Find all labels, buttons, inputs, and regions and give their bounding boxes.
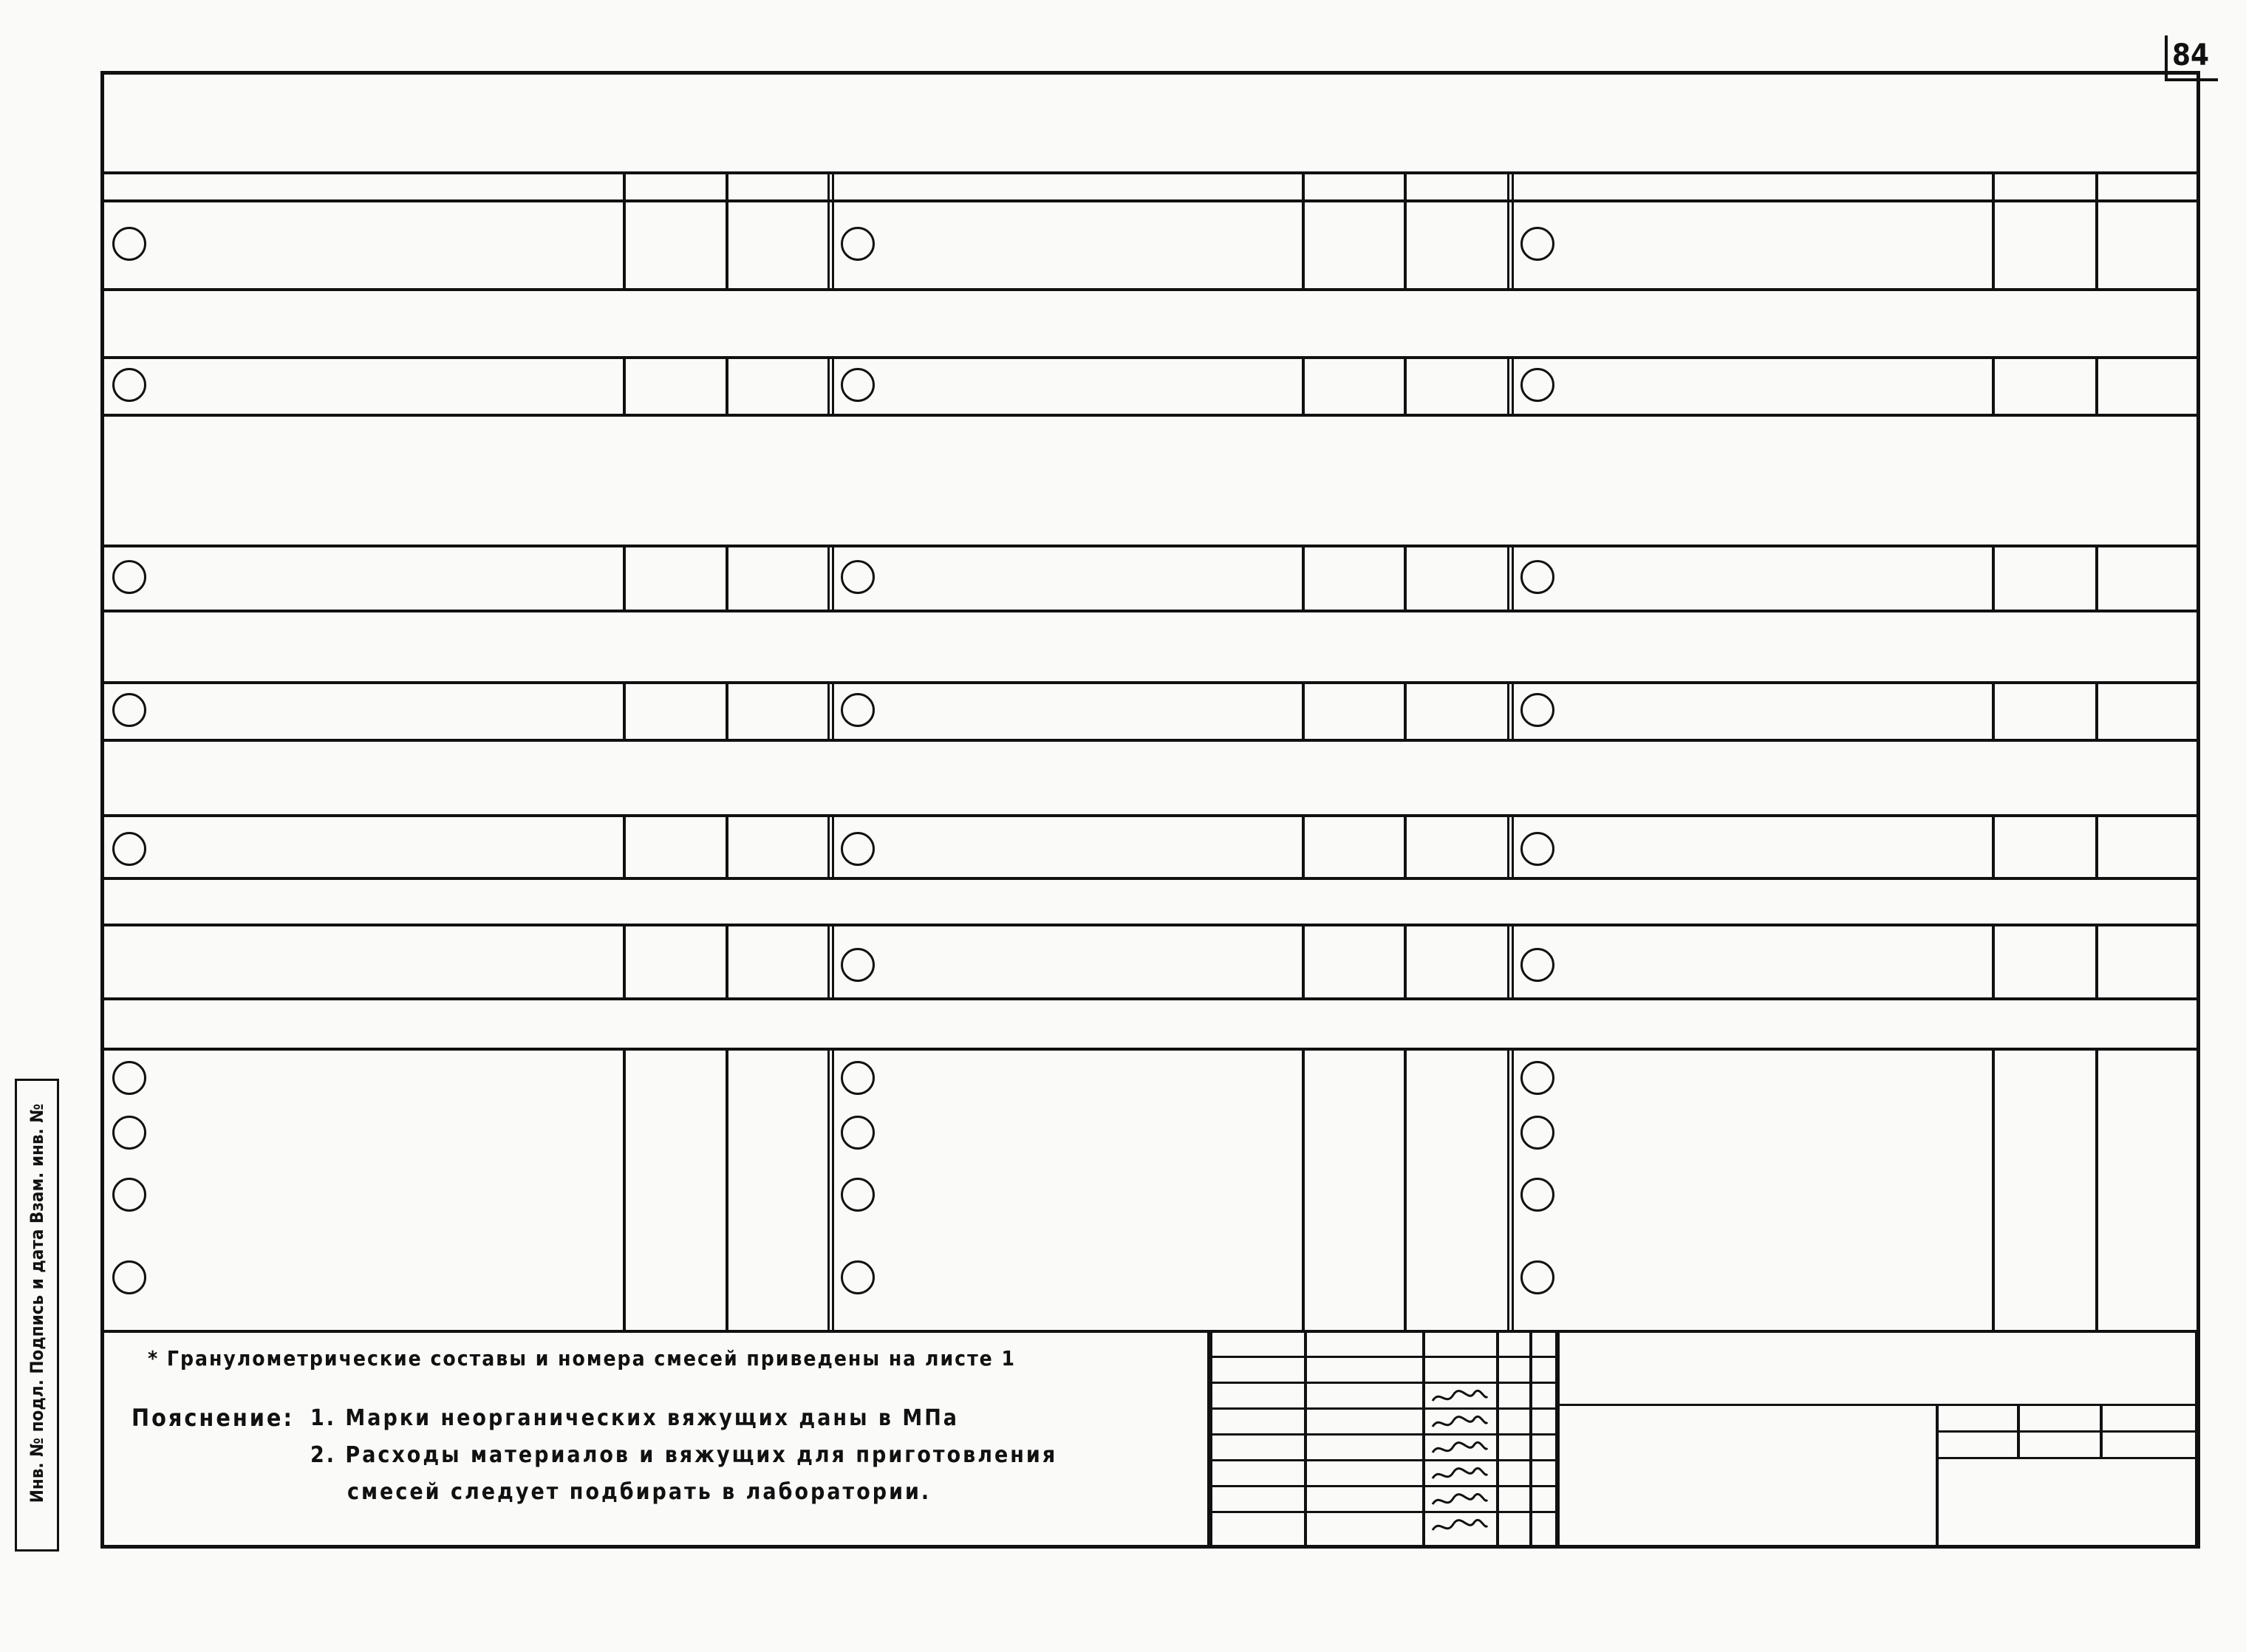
stamp-divider: [1210, 1356, 1557, 1358]
column-divider: [1992, 924, 1995, 997]
column-divider: [623, 545, 626, 610]
mix-number-badge: [112, 1061, 146, 1095]
row-divider: [103, 681, 2197, 684]
column-divider: [1302, 681, 1305, 739]
mix-number-badge: [841, 1260, 875, 1294]
mix-number-badge: [1520, 1061, 1554, 1095]
column-divider: [1302, 545, 1305, 610]
column-divider: [623, 1048, 626, 1330]
mix-number-badge: [841, 948, 875, 982]
row-divider: [103, 1048, 2197, 1051]
note-1: 1. Марки неорганических вяжущих даны в МПа: [310, 1405, 959, 1431]
row-divider: [103, 877, 2197, 880]
mix-number-badge: [841, 1061, 875, 1095]
column-divider: [827, 1048, 834, 1330]
note-star: * Гранулометрические составы и номера смесей приведены на листе 1: [148, 1346, 1017, 1371]
row-divider: [103, 545, 2197, 547]
column-divider: [2095, 356, 2098, 414]
stamp-divider: [1210, 1407, 1557, 1410]
mix-number-badge: [1520, 560, 1554, 594]
signature: [1430, 1439, 1489, 1458]
column-divider: [1404, 545, 1407, 610]
signature: [1430, 1413, 1489, 1433]
row-divider: [103, 356, 2197, 359]
column-divider: [726, 171, 728, 288]
mix-number-badge: [112, 560, 146, 594]
stamp-divider: [1210, 1459, 1557, 1461]
column-divider: [827, 681, 834, 739]
column-divider: [1507, 681, 1514, 739]
column-divider: [1507, 1048, 1514, 1330]
mix-number-badge: [112, 693, 146, 727]
column-divider: [1302, 171, 1305, 288]
signature: [1430, 1491, 1489, 1510]
mix-number-badge: [112, 1178, 146, 1212]
stamp-divider: [1496, 1330, 1499, 1549]
mix-number-badge: [112, 227, 146, 261]
column-divider: [726, 681, 728, 739]
column-divider: [2095, 1048, 2098, 1330]
column-divider: [1992, 356, 1995, 414]
row-divider: [103, 610, 2197, 612]
row-divider: [103, 171, 2197, 174]
mix-number-badge: [841, 693, 875, 727]
column-divider: [1302, 356, 1305, 414]
column-divider: [1302, 814, 1305, 877]
column-divider: [623, 356, 626, 414]
row-divider: [103, 997, 2197, 1000]
column-divider: [1992, 681, 1995, 739]
column-divider: [726, 545, 728, 610]
mix-number-badge: [1520, 368, 1554, 402]
mix-number-badge: [112, 368, 146, 402]
stamp-divider: [1210, 1511, 1557, 1513]
note-label: Пояснение:: [132, 1404, 294, 1432]
row-divider: [103, 739, 2197, 742]
column-divider: [1404, 814, 1407, 877]
mix-number-badge: [1520, 832, 1554, 866]
note-2a: 2. Расходы материалов и вяжущих для приготовления: [310, 1442, 1058, 1468]
stamp-divider: [1936, 1430, 2197, 1433]
column-divider: [726, 814, 728, 877]
column-divider: [726, 356, 728, 414]
stamp-divider: [1210, 1382, 1557, 1384]
column-divider: [623, 171, 626, 288]
column-divider: [827, 814, 834, 877]
mix-number-badge: [841, 1116, 875, 1150]
column-divider: [1302, 924, 1305, 997]
mix-number-badge: [841, 832, 875, 866]
stamp-divider: [1304, 1330, 1307, 1549]
mix-number-badge: [841, 560, 875, 594]
column-divider: [2095, 171, 2098, 288]
mix-number-badge: [1520, 1178, 1554, 1212]
signature: [1430, 1465, 1489, 1484]
stamp-divider: [1422, 1330, 1425, 1549]
column-divider: [1404, 924, 1407, 997]
column-divider: [827, 356, 834, 414]
column-divider: [1507, 545, 1514, 610]
note-2b: смесей следует подбирать в лаборатории.: [347, 1479, 932, 1505]
column-divider: [623, 681, 626, 739]
column-divider: [1992, 814, 1995, 877]
stamp-divider: [2100, 1404, 2103, 1457]
column-divider: [1507, 356, 1514, 414]
column-divider: [1404, 171, 1407, 288]
mix-number-badge: [1520, 693, 1554, 727]
stamp-divider: [1936, 1404, 1939, 1549]
stamp-divider: [1210, 1433, 1557, 1436]
mix-number-badge: [1520, 1260, 1554, 1294]
signature: [1430, 1388, 1489, 1407]
column-divider: [2095, 814, 2098, 877]
column-divider: [827, 924, 834, 997]
signature: [1430, 1517, 1489, 1536]
mix-number-badge: [112, 832, 146, 866]
row-divider: [103, 288, 2197, 291]
mix-number-badge: [112, 1116, 146, 1150]
column-divider: [1992, 171, 1995, 288]
column-divider: [2095, 681, 2098, 739]
stamp-divider: [1936, 1457, 2197, 1459]
page-number: 84: [2172, 38, 2210, 72]
mix-number-badge: [841, 368, 875, 402]
column-divider: [726, 1048, 728, 1330]
column-divider: [1992, 1048, 1995, 1330]
column-divider: [1404, 681, 1407, 739]
row-divider: [103, 814, 2197, 817]
mix-number-badge: [112, 1260, 146, 1294]
mix-number-badge: [1520, 1116, 1554, 1150]
column-divider: [827, 545, 834, 610]
stamp-divider: [2017, 1404, 2020, 1457]
stamp-people-frame: [1210, 1330, 1557, 1549]
mix-number-badge: [841, 227, 875, 261]
column-divider: [1302, 1048, 1305, 1330]
main-frame: [100, 71, 2200, 1549]
side-stamp-text: Инв. № подл. Подпись и дата Взам. инв. №: [27, 1103, 47, 1503]
stamp-divider: [1210, 1485, 1557, 1487]
column-divider: [1507, 924, 1514, 997]
column-divider: [1404, 356, 1407, 414]
column-divider: [2095, 924, 2098, 997]
column-divider: [726, 924, 728, 997]
mix-number-badge: [1520, 948, 1554, 982]
column-divider: [623, 814, 626, 877]
mix-number-badge: [841, 1178, 875, 1212]
column-divider: [2095, 545, 2098, 610]
column-divider: [1507, 814, 1514, 877]
stamp-divider: [1529, 1330, 1532, 1549]
mix-number-badge: [1520, 227, 1554, 261]
column-divider: [1992, 545, 1995, 610]
column-divider: [623, 924, 626, 997]
column-divider: [827, 171, 834, 288]
column-divider: [1507, 171, 1514, 288]
row-divider: [103, 414, 2197, 417]
column-divider: [1404, 1048, 1407, 1330]
row-divider: [103, 199, 2197, 202]
row-divider: [103, 924, 2197, 926]
